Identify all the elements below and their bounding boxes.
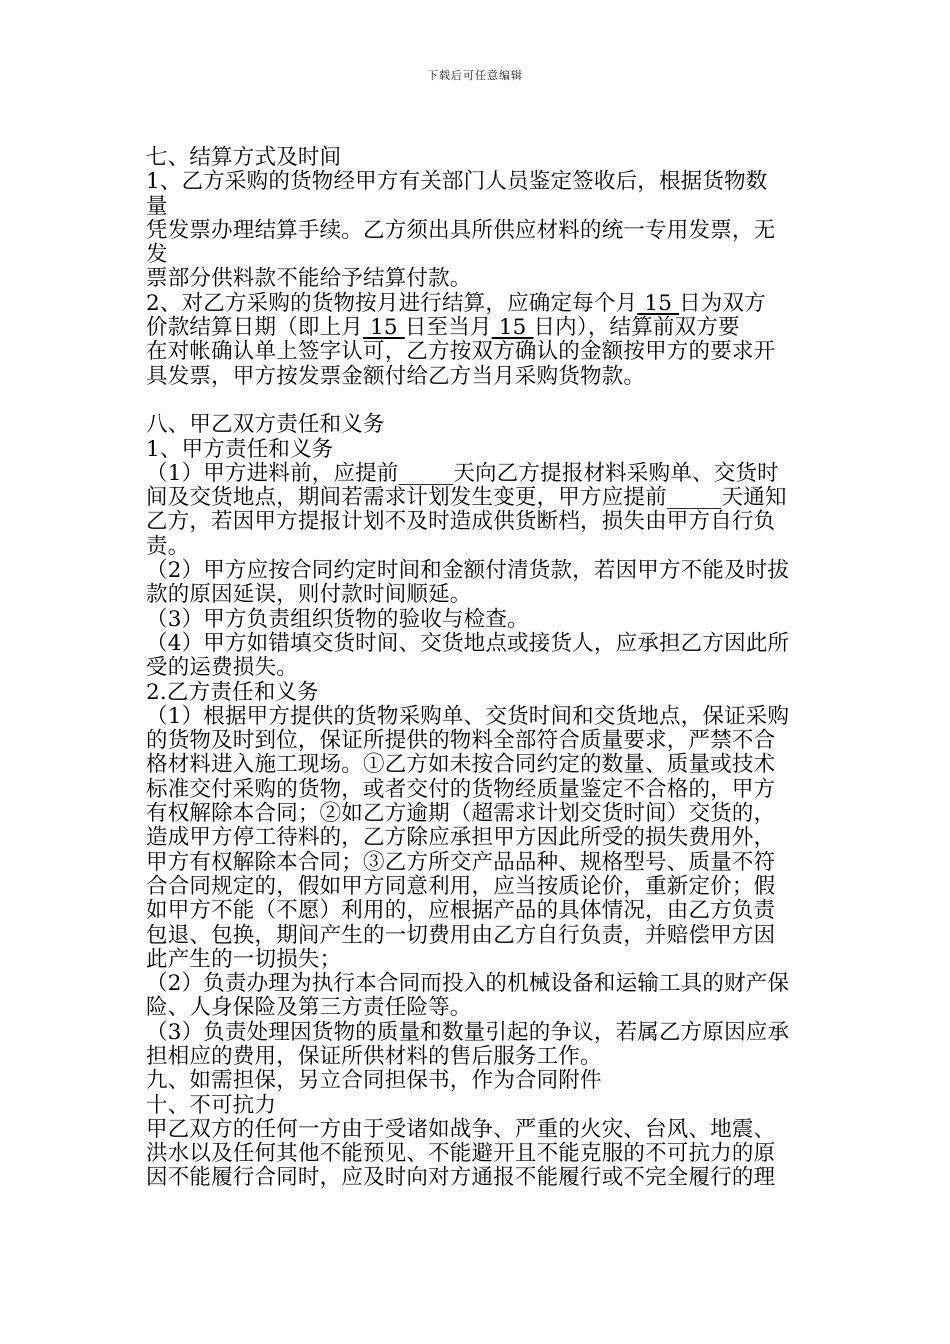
paragraph-line: 款的原因延误，则付款时间顺延。 [146,582,472,608]
paragraph-line: （3）甲方负责组织货物的验收与检查。 [146,606,529,632]
paragraph-line: 间及交货地点，期间若需求计划发生变更，甲方应提前_____天通知 [146,485,787,511]
text-run: 2、对乙方采购的货物按月进行结算，应确定每个月 [146,290,638,316]
paragraph-line: （2）负责办理为执行本合同而投入的机械设备和运输工具的财产保 [146,971,790,997]
settlement-day-value: 15 [637,290,680,316]
section-8-title: 八、甲乙双方责任和义务 [146,412,385,438]
paragraph-line: 造成甲方停工待料的，乙方除应承担甲方因此所受的损失费用外， [146,825,776,851]
paragraph-line [146,316,806,340]
paragraph-line: 量 [146,193,168,219]
paragraph-line: 标准交付采购的货物，或者交付的货物经质量鉴定不合格的，甲方 [146,776,776,802]
paragraph-line: 包退、包换，期间产生的一切费用由乙方自行负责，并赔偿甲方因 [146,922,776,948]
paragraph-line: 洪水以及任何其他不能预见、不能避开且不能克服的不可抗力的原 [146,1141,776,1167]
subsection-title: 1、甲方责任和义务 [146,436,334,462]
paragraph-line: 甲方有权解除本合同；③乙方所交产品品种、规格型号、质量不符 [146,849,776,875]
paragraph-line: 责。 [146,533,190,559]
paragraph-line: 有权解除本合同；②如乙方逾期（超需求计划交货时间）交货的， [146,801,776,827]
blank-line [146,389,806,413]
paragraph-line: （4）甲方如错填交货时间、交货地点或接货人，应承担乙方因此所 [146,630,790,656]
paragraph-line: 格材料进入施工现场。①乙方如未按合同约定的数量、质量或技术 [146,752,776,778]
text-run: 日至当月 [404,315,492,341]
section-9-title: 九、如需担保，另立合同担保书，作为合同附件 [146,1068,602,1094]
period-start-day-value: 15 [363,315,405,341]
paragraph-line: 乙方，若因甲方提报计划不及时造成供货断档，损失由甲方自行负 [146,509,776,535]
paragraph-line: 险、人身保险及第三方责任险等。 [146,995,472,1021]
paragraph-line: 甲乙双方的任何一方由于受诸如战争、严重的火灾、台风、地震、 [146,1116,776,1142]
paragraph-line: （1）甲方进料前，应提前_____天向乙方提报材料采购单、交货时 [146,460,779,486]
paragraph-line: 因不能履行合同时，应及时向对方通报不能履行或不完全履行的理 [146,1165,776,1191]
section-7-title: 七、结算方式及时间 [146,145,342,170]
page-header-note: 下载后可任意编辑 [427,69,523,82]
paragraph-line [146,292,806,316]
paragraph-line: （2）甲方应按合同约定时间和金额付清货款，若因甲方不能及时拔 [146,558,790,584]
paragraph-line: （1）根据甲方提供的货物采购单、交货时间和交货地点，保证采购 [146,703,790,729]
paragraph-line: 受的运费损失。 [146,655,298,681]
text-run: 价款结算日期（即上月 [146,315,364,341]
paragraph-line: 如甲方不能（不愿）利用的，应根据产品的具体情况，由乙方负责 [146,898,776,924]
paragraph-line: 担相应的费用，保证所供材料的售后服务工作。 [146,1043,602,1069]
paragraph-line: 票部分供料款不能给予结算付款。 [146,266,472,292]
paragraph-line: 此产生的一切损失； [146,946,342,972]
subsection-title: 2.乙方责任和义务 [146,679,319,705]
section-10-title: 十、不可抗力 [146,1092,277,1118]
period-end-day-value: 15 [491,315,534,341]
paragraph-line: 合合同规定的，假如甲方同意利用，应当按质论价，重新定价；假 [146,873,776,899]
paragraph-line: 1、乙方采购的货物经甲方有关部门人员鉴定签收后，根据货物数 [146,169,768,195]
paragraph-line: 发 [146,242,168,268]
document-body [146,146,806,1191]
paragraph-line: 在对帐确认单上签字认可，乙方按双方确认的金额按甲方的要求开 [146,339,776,365]
paragraph-line: （3）负责处理因货物的质量和数量引起的争议，若属乙方原因应承 [146,1019,790,1045]
paragraph-line: 的货物及时到位，保证所提供的物料全部符合质量要求，严禁不合 [146,728,776,754]
paragraph-line: 凭发票办理结算手续。乙方须出具所供应材料的统一专用发票，无 [146,217,776,243]
paragraph-line: 具发票，甲方按发票金额付给乙方当月采购货物款。 [146,363,646,389]
text-run: 日内），结算前双方要 [533,315,740,341]
text-run: 日为双方 [679,290,766,316]
